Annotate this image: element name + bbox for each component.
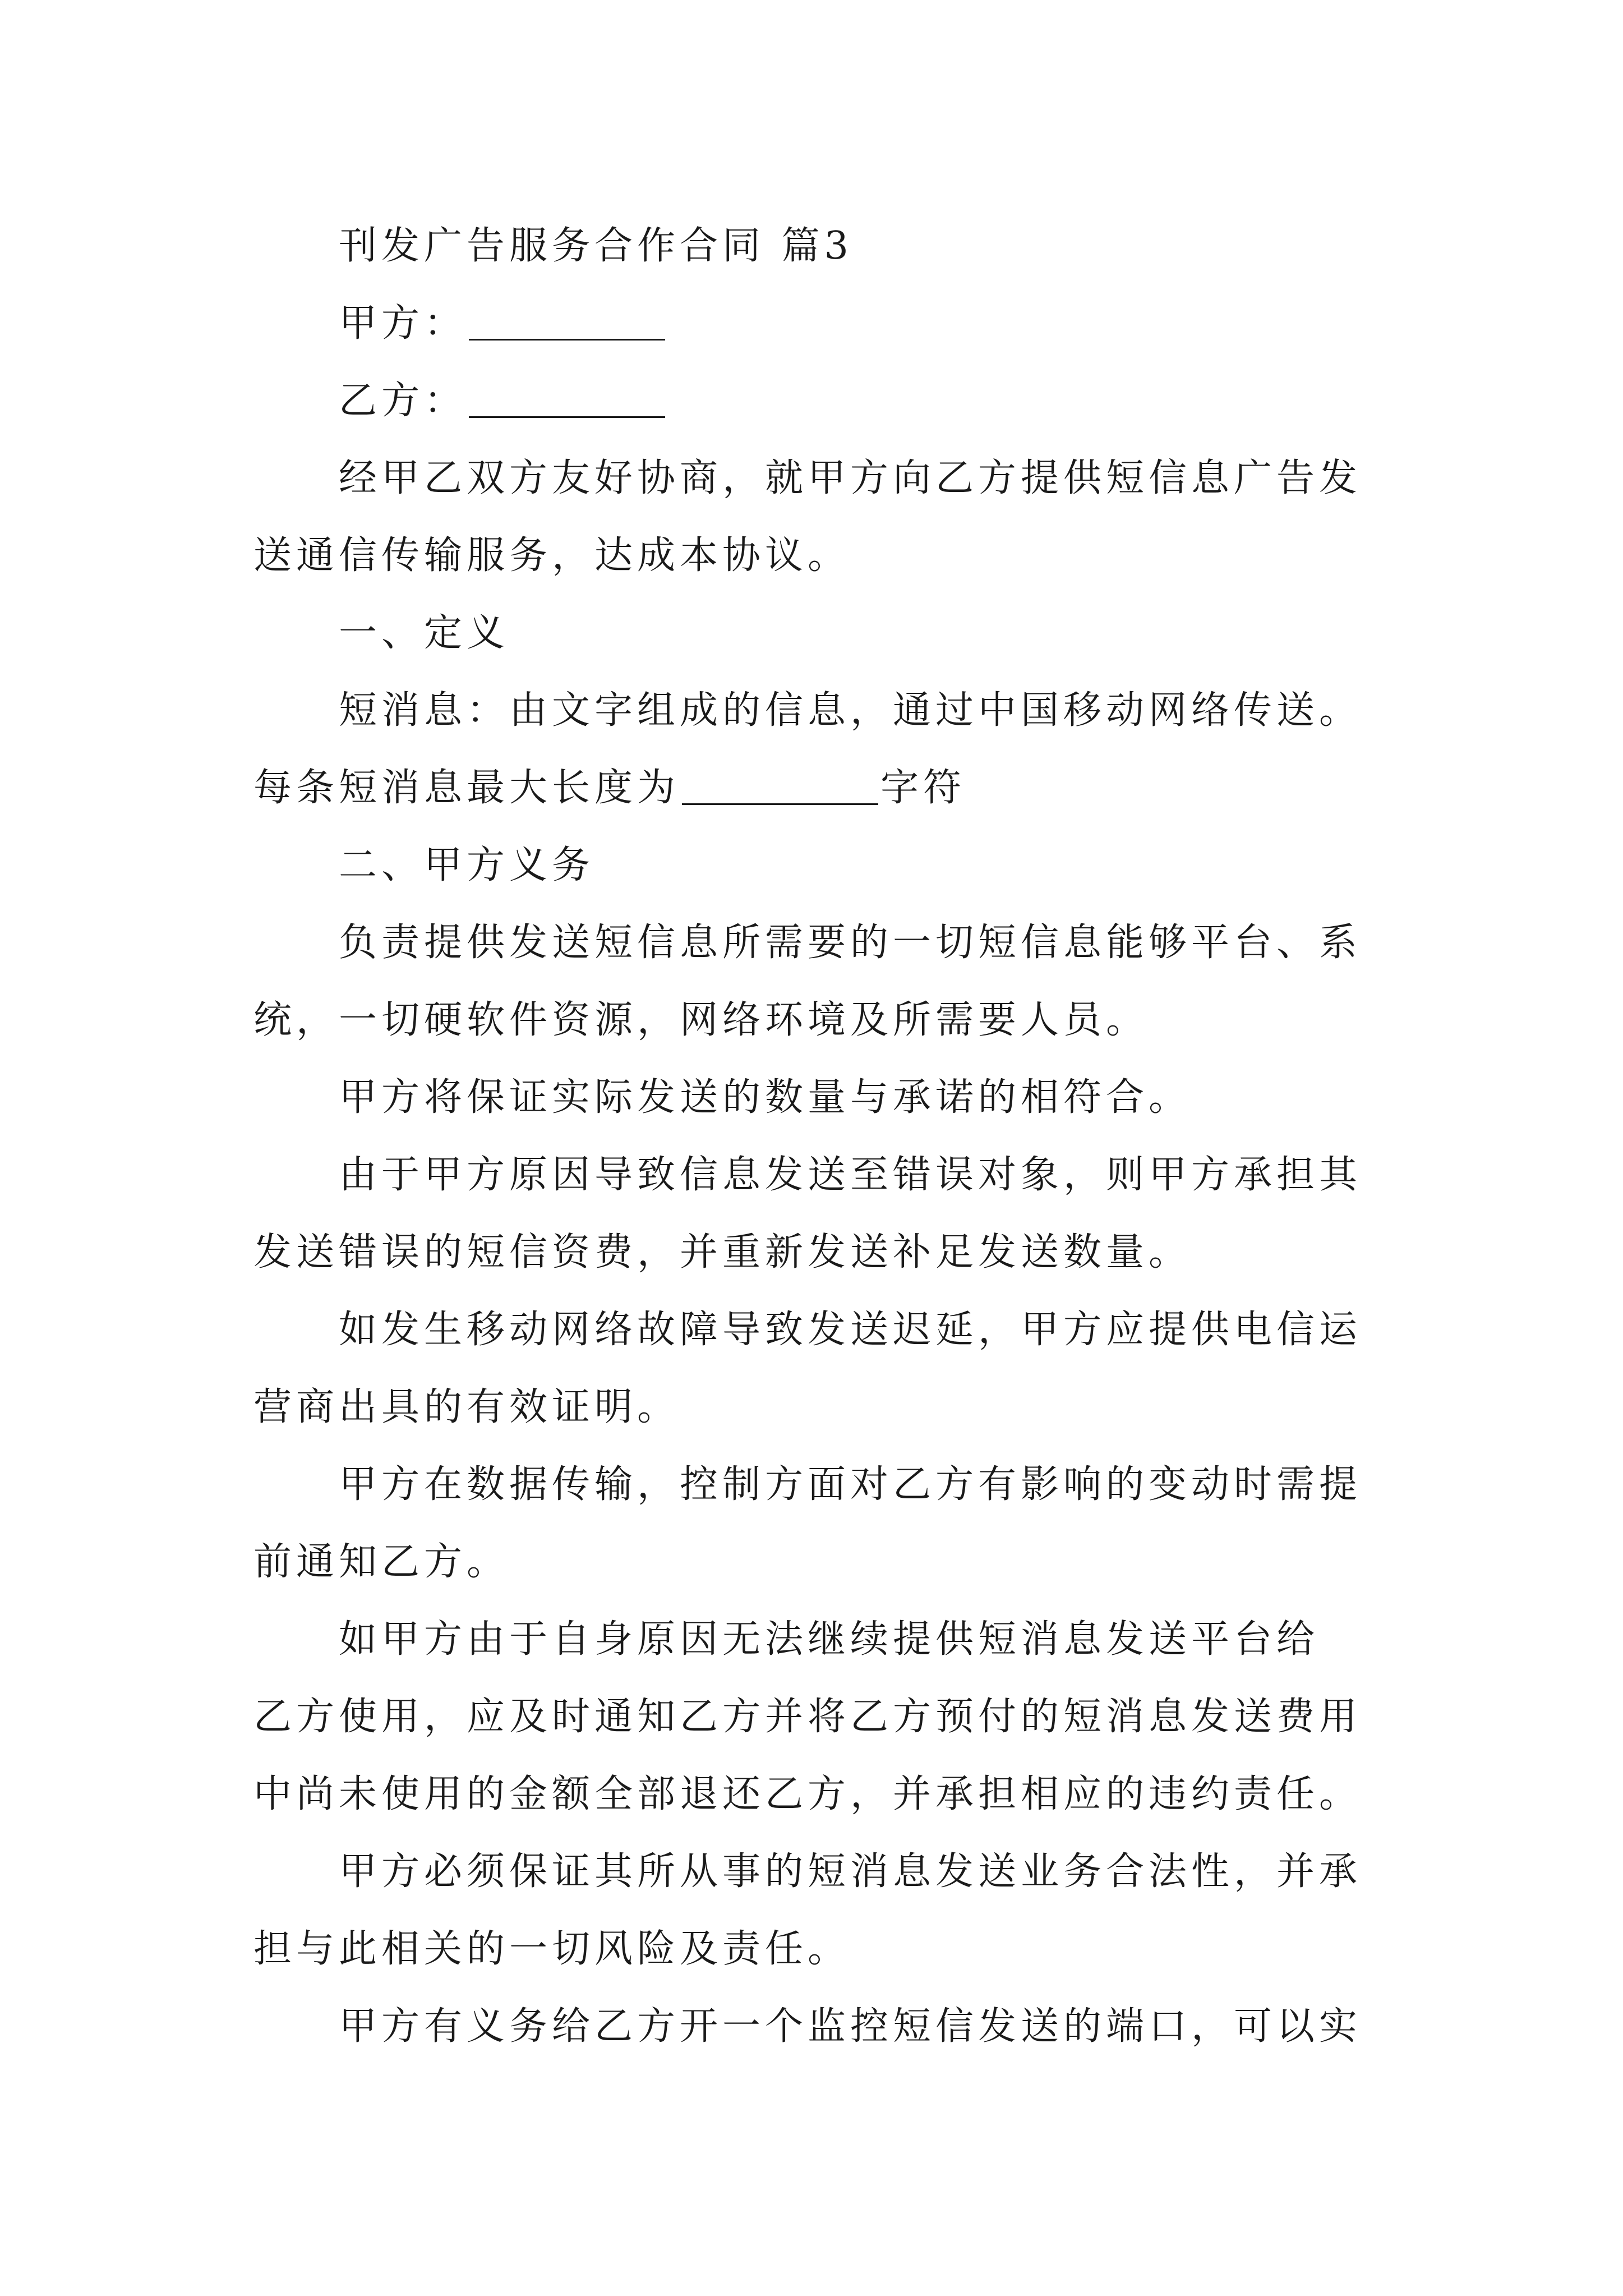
document-title: 刊发广告服务合作合同 篇3 [339, 224, 853, 268]
obligation-paragraph [253, 1059, 1375, 1137]
party-b-line [253, 362, 1375, 440]
obligation-paragraph [253, 1137, 1375, 1291]
obligation-paragraph [253, 1446, 1375, 1601]
paragraph-line [253, 749, 1375, 827]
paragraph-line: 如发生移动网络故障导致发送迟延，甲方应提供电信运 [339, 1308, 1362, 1352]
party-a-line [253, 285, 1375, 362]
paragraph-line: 统，一切硬软件资源，网络环境及所需要人员。 [253, 998, 1149, 1042]
section-heading-party-a-obligations: 二、甲方义务 [339, 843, 595, 887]
definition-paragraph [253, 672, 1375, 827]
paragraph-line: 甲方在数据传输，控制方面对乙方有影响的变动时需提 [339, 1462, 1362, 1507]
paragraph-line: 负责提供发送短信息所需要的一切短信息能够平台、系 [339, 921, 1362, 965]
max-length-blank[interactable] [682, 770, 878, 805]
paragraph-line: 由于甲方原因导致信息发送至错误对象，则甲方承担其 [339, 1153, 1362, 1197]
obligation-paragraph [253, 1601, 1375, 1833]
paragraph-line: 中尚未使用的金额全部退还乙方，并承担相应的违约责任。 [253, 1772, 1362, 1816]
party-b-label: 乙方： [339, 379, 467, 423]
obligation-paragraph [253, 1291, 1375, 1446]
party-b-blank[interactable] [469, 383, 665, 418]
document-body [253, 208, 1375, 2065]
paragraph-line: 甲方将保证实际发送的数量与承诺的相符合。 [339, 1075, 1192, 1120]
max-length-text: 每条短消息最大长度为 [253, 766, 680, 810]
obligation-paragraph [253, 1988, 1375, 2065]
intro-paragraph [253, 440, 1375, 595]
paragraph-line: 如甲方由于自身原因无法继续提供短消息发送平台给 [339, 1617, 1320, 1662]
party-a-blank[interactable] [469, 305, 665, 341]
paragraph-line: 前通知乙方。 [253, 1540, 510, 1584]
obligation-paragraph [253, 904, 1375, 1059]
paragraph-line: 短消息：由文字组成的信息，通过中国移动网络传送。 [339, 688, 1362, 733]
paragraph-line: 甲方有义务给乙方开一个监控短信发送的端口，可以实 [339, 2004, 1362, 2049]
paragraph-line: 担与此相关的一切风险及责任。 [253, 1927, 851, 1971]
paragraph-line: 营商出具的有效证明。 [253, 1385, 680, 1429]
paragraph-line: 甲方必须保证其所从事的短消息发送业务合法性，并承 [339, 1849, 1362, 1894]
obligation-paragraph [253, 1833, 1375, 1988]
paragraph-line: 乙方使用，应及时通知乙方并将乙方预付的短消息发送费用 [253, 1695, 1362, 1739]
paragraph-line: 送通信传输服务，达成本协议。 [253, 533, 851, 578]
paragraph-line: 经甲乙双方友好协商，就甲方向乙方提供短信息广告发 [339, 456, 1362, 500]
section-heading-definition: 一、定义 [339, 611, 510, 655]
paragraph-line: 发送错误的短信资费，并重新发送补足发送数量。 [253, 1230, 1192, 1274]
party-a-label: 甲方： [339, 301, 467, 346]
max-length-unit: 字符 [880, 766, 966, 810]
